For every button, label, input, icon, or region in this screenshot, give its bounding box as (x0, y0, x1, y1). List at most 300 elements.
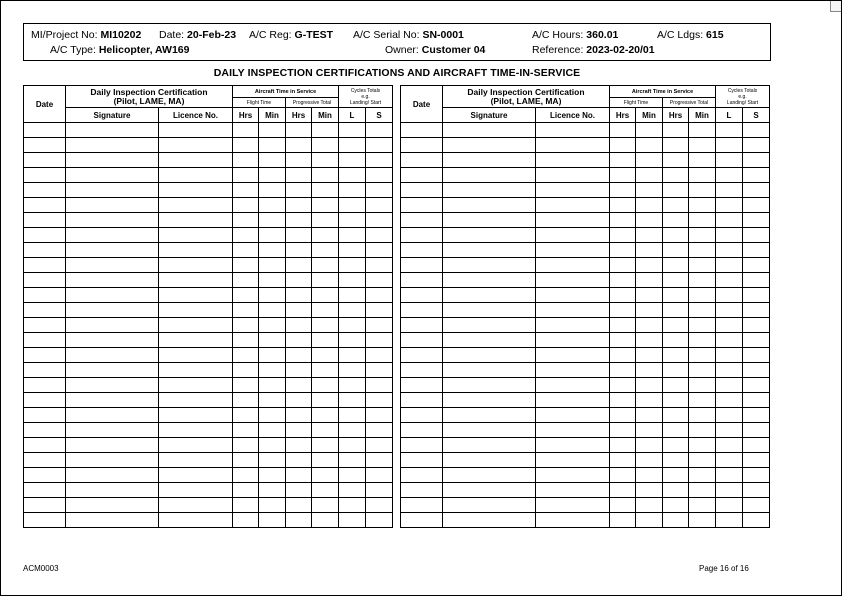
date-cell (24, 423, 66, 438)
landings-cell (339, 258, 366, 273)
signature-cell (66, 258, 159, 273)
total-min-cell (312, 258, 339, 273)
starts-header: S (743, 108, 770, 123)
total-hrs-cell (663, 153, 689, 168)
starts-cell (743, 453, 770, 468)
starts-cell (743, 288, 770, 303)
table-row (24, 513, 393, 528)
table-row (24, 438, 393, 453)
flight-min-cell (636, 393, 663, 408)
table-row (401, 243, 770, 258)
table-row (24, 123, 393, 138)
flight-hrs-cell (610, 303, 636, 318)
date-cell (24, 273, 66, 288)
licence-cell (536, 483, 610, 498)
total-hrs-cell (663, 378, 689, 393)
table-row (24, 363, 393, 378)
flight-min-cell (636, 243, 663, 258)
landings-cell (716, 498, 743, 513)
signature-cell (443, 153, 536, 168)
total-hrs-cell (663, 258, 689, 273)
starts-cell (743, 348, 770, 363)
flight-hrs-cell (233, 213, 259, 228)
flight-min-cell (259, 243, 286, 258)
flight-hrs-cell (233, 198, 259, 213)
total-hrs-cell (286, 303, 312, 318)
signature-cell (443, 423, 536, 438)
landings-cell (716, 483, 743, 498)
signature-cell (443, 363, 536, 378)
landings-cell (716, 393, 743, 408)
table-row (401, 288, 770, 303)
total-min-cell (312, 213, 339, 228)
total-hrs-cell (663, 423, 689, 438)
table-row (401, 303, 770, 318)
total-hrs-cell (286, 378, 312, 393)
licence-cell (159, 453, 233, 468)
total-min-cell (312, 423, 339, 438)
total-hrs-cell (663, 228, 689, 243)
date-cell (24, 153, 66, 168)
licence-cell (536, 123, 610, 138)
licence-cell (159, 498, 233, 513)
total-min-header: Min (689, 108, 716, 123)
date-cell (24, 228, 66, 243)
licence-cell (536, 168, 610, 183)
flight-hrs-cell (233, 378, 259, 393)
landings-header: L (716, 108, 743, 123)
progressive-total-header: Progressive Total (286, 98, 339, 108)
table-row (24, 318, 393, 333)
landings-cell (716, 198, 743, 213)
signature-column-header: Signature (443, 108, 536, 123)
total-min-cell (689, 198, 716, 213)
table-row (401, 453, 770, 468)
total-hrs-cell (286, 198, 312, 213)
starts-cell (366, 138, 393, 153)
flight-hrs-cell (610, 468, 636, 483)
flight-min-cell (259, 423, 286, 438)
inspection-log-table-left (23, 85, 393, 528)
flight-hrs-cell (610, 513, 636, 528)
total-min-cell (312, 168, 339, 183)
total-min-cell (689, 393, 716, 408)
total-hrs-cell (286, 288, 312, 303)
total-min-cell (312, 288, 339, 303)
table-row (401, 258, 770, 273)
flight-hrs-cell (233, 393, 259, 408)
starts-cell (743, 153, 770, 168)
total-hrs-cell (663, 483, 689, 498)
flight-hrs-cell (610, 213, 636, 228)
landings-cell (716, 333, 743, 348)
licence-cell (536, 198, 610, 213)
date-cell (24, 138, 66, 153)
flight-min-cell (259, 348, 286, 363)
total-min-cell (312, 483, 339, 498)
total-min-cell (689, 138, 716, 153)
landings-cell (716, 288, 743, 303)
flight-hrs-cell (610, 198, 636, 213)
starts-cell (743, 198, 770, 213)
flight-min-cell (259, 273, 286, 288)
date-cell (24, 258, 66, 273)
flight-min-cell (636, 453, 663, 468)
total-min-cell (312, 468, 339, 483)
signature-cell (66, 198, 159, 213)
date-column-header: Date (401, 86, 443, 123)
date-cell (24, 378, 66, 393)
licence-cell (159, 468, 233, 483)
total-hrs-cell (663, 318, 689, 333)
flight-hrs-cell (610, 258, 636, 273)
flight-hrs-cell (233, 123, 259, 138)
starts-cell (366, 513, 393, 528)
flight-hrs-cell (610, 138, 636, 153)
flight-hrs-cell (233, 183, 259, 198)
flight-min-cell (259, 513, 286, 528)
date-cell (401, 483, 443, 498)
licence-cell (536, 348, 610, 363)
flight-hrs-cell (610, 378, 636, 393)
flight-min-cell (259, 138, 286, 153)
date-cell (401, 228, 443, 243)
total-min-cell (312, 198, 339, 213)
starts-cell (743, 303, 770, 318)
date-cell (401, 198, 443, 213)
flight-hrs-cell (233, 498, 259, 513)
flight-hrs-cell (610, 363, 636, 378)
starts-cell (366, 258, 393, 273)
licence-cell (536, 378, 610, 393)
total-hrs-cell (286, 408, 312, 423)
date-cell (24, 198, 66, 213)
total-hrs-cell (286, 363, 312, 378)
total-min-cell (689, 123, 716, 138)
date-column-header: Date (24, 86, 66, 123)
total-min-cell (312, 363, 339, 378)
flight-hrs-cell (610, 183, 636, 198)
flight-hrs-cell (233, 138, 259, 153)
total-min-cell (689, 483, 716, 498)
flight-min-cell (636, 498, 663, 513)
landings-cell (716, 318, 743, 333)
signature-cell (66, 408, 159, 423)
table-row (24, 213, 393, 228)
flight-min-cell (636, 198, 663, 213)
licence-cell (536, 273, 610, 288)
table-row (24, 483, 393, 498)
total-min-cell (689, 183, 716, 198)
total-min-cell (312, 333, 339, 348)
flight-hrs-cell (610, 453, 636, 468)
flight-min-header: Min (259, 108, 286, 123)
licence-cell (536, 183, 610, 198)
table-row (401, 423, 770, 438)
licence-cell (536, 153, 610, 168)
project-number-field: MI/Project No: MI10202 (31, 29, 142, 41)
time-in-service-header: Aircraft Time in Service (233, 86, 339, 98)
total-hrs-cell (663, 138, 689, 153)
landings-cell (339, 243, 366, 258)
licence-cell (536, 393, 610, 408)
progressive-total-header: Progressive Total (663, 98, 716, 108)
licence-cell (159, 333, 233, 348)
total-min-header: Min (312, 108, 339, 123)
landings-cell (339, 288, 366, 303)
total-min-cell (689, 423, 716, 438)
starts-cell (366, 123, 393, 138)
signature-cell (66, 423, 159, 438)
signature-cell (443, 408, 536, 423)
flight-min-cell (636, 423, 663, 438)
time-in-service-header: Aircraft Time in Service (610, 86, 716, 98)
total-hrs-cell (286, 438, 312, 453)
signature-cell (443, 318, 536, 333)
date-field: Date: 20-Feb-23 (159, 29, 237, 41)
flight-min-header: Min (636, 108, 663, 123)
date-cell (401, 258, 443, 273)
licence-cell (159, 228, 233, 243)
starts-cell (743, 213, 770, 228)
date-cell (24, 483, 66, 498)
landings-cell (339, 303, 366, 318)
starts-cell (366, 363, 393, 378)
total-hrs-cell (286, 273, 312, 288)
licence-cell (159, 258, 233, 273)
flight-min-cell (636, 438, 663, 453)
signature-cell (66, 228, 159, 243)
licence-cell (159, 483, 233, 498)
signature-cell (443, 213, 536, 228)
date-cell (401, 138, 443, 153)
licence-cell (159, 153, 233, 168)
flight-hrs-cell (233, 483, 259, 498)
total-hrs-cell (286, 333, 312, 348)
flight-min-cell (636, 138, 663, 153)
starts-cell (366, 183, 393, 198)
total-min-cell (312, 513, 339, 528)
licence-cell (159, 183, 233, 198)
total-min-cell (689, 213, 716, 228)
certification-column-header: Daily Inspection Certification (Pilot, LAME, MA) (66, 86, 233, 108)
starts-cell (366, 153, 393, 168)
table-row (24, 288, 393, 303)
date-cell (401, 273, 443, 288)
date-cell (24, 123, 66, 138)
table-row (24, 228, 393, 243)
date-cell (401, 183, 443, 198)
inspection-log-table-right (400, 85, 770, 528)
date-cell (401, 453, 443, 468)
form-title: DAILY INSPECTION CERTIFICATIONS AND AIRCRAFT TIME-IN-SERVICE (213, 67, 581, 79)
date-cell (24, 363, 66, 378)
total-min-cell (312, 438, 339, 453)
flight-min-cell (636, 153, 663, 168)
signature-cell (66, 273, 159, 288)
landings-cell (339, 153, 366, 168)
flight-min-cell (259, 468, 286, 483)
flight-hrs-cell (233, 288, 259, 303)
starts-cell (366, 408, 393, 423)
landings-cell (716, 303, 743, 318)
date-cell (401, 153, 443, 168)
signature-cell (443, 453, 536, 468)
table-row (401, 363, 770, 378)
page-number: Page 16 of 16 (699, 564, 749, 573)
date-cell (24, 513, 66, 528)
date-cell (401, 333, 443, 348)
flight-hrs-cell (610, 153, 636, 168)
flight-min-cell (636, 228, 663, 243)
starts-cell (743, 123, 770, 138)
table-row (24, 273, 393, 288)
licence-cell (536, 408, 610, 423)
aircraft-landings-field: A/C Ldgs: 615 (657, 29, 724, 41)
flight-hrs-cell (233, 168, 259, 183)
date-cell (401, 513, 443, 528)
total-min-cell (689, 258, 716, 273)
total-min-cell (689, 273, 716, 288)
table-row (24, 168, 393, 183)
flight-min-cell (636, 348, 663, 363)
table-row (401, 168, 770, 183)
starts-cell (743, 363, 770, 378)
flight-hrs-cell (610, 228, 636, 243)
date-cell (24, 213, 66, 228)
flight-min-cell (259, 318, 286, 333)
licence-cell (159, 408, 233, 423)
starts-cell (743, 318, 770, 333)
flight-hrs-cell (233, 273, 259, 288)
flight-min-cell (636, 273, 663, 288)
flight-hrs-cell (610, 168, 636, 183)
total-min-cell (689, 243, 716, 258)
flight-min-cell (636, 513, 663, 528)
flight-min-cell (636, 213, 663, 228)
registration-field: A/C Reg: G-TEST (249, 29, 334, 41)
total-min-cell (312, 318, 339, 333)
total-hrs-cell (286, 453, 312, 468)
starts-cell (743, 168, 770, 183)
table-row (401, 213, 770, 228)
table-row (24, 453, 393, 468)
licence-cell (536, 138, 610, 153)
total-hrs-cell (663, 348, 689, 363)
starts-cell (743, 393, 770, 408)
landings-cell (716, 153, 743, 168)
table-row (401, 123, 770, 138)
flight-min-cell (636, 258, 663, 273)
signature-cell (443, 258, 536, 273)
starts-cell (366, 438, 393, 453)
flight-min-cell (636, 468, 663, 483)
licence-cell (159, 363, 233, 378)
signature-cell (66, 288, 159, 303)
licence-cell (536, 468, 610, 483)
landings-cell (716, 513, 743, 528)
signature-cell (66, 513, 159, 528)
flight-hrs-cell (233, 243, 259, 258)
starts-cell (366, 393, 393, 408)
total-hrs-cell (663, 288, 689, 303)
signature-cell (443, 393, 536, 408)
flight-min-cell (636, 483, 663, 498)
flight-hrs-cell (233, 468, 259, 483)
flight-min-cell (259, 438, 286, 453)
signature-cell (66, 363, 159, 378)
total-hrs-cell (286, 153, 312, 168)
total-min-cell (312, 498, 339, 513)
date-cell (24, 498, 66, 513)
flight-hrs-cell (233, 348, 259, 363)
landings-cell (716, 408, 743, 423)
table-row (401, 378, 770, 393)
flight-hrs-cell (233, 438, 259, 453)
date-cell (24, 318, 66, 333)
landings-cell (716, 468, 743, 483)
total-min-cell (312, 123, 339, 138)
flight-min-cell (259, 333, 286, 348)
landings-header: L (339, 108, 366, 123)
landings-cell (716, 453, 743, 468)
date-cell (24, 303, 66, 318)
licence-cell (159, 423, 233, 438)
licence-cell (159, 393, 233, 408)
licence-cell (159, 138, 233, 153)
total-min-cell (689, 348, 716, 363)
starts-cell (366, 318, 393, 333)
owner-field: Owner: Customer 04 (385, 44, 486, 56)
table-row (24, 378, 393, 393)
signature-cell (443, 438, 536, 453)
total-min-cell (689, 303, 716, 318)
reference-field: Reference: 2023-02-20/01 (532, 44, 655, 56)
licence-cell (159, 318, 233, 333)
landings-cell (339, 138, 366, 153)
licence-cell (159, 378, 233, 393)
starts-cell (743, 183, 770, 198)
starts-cell (366, 303, 393, 318)
starts-cell (366, 348, 393, 363)
landings-cell (339, 363, 366, 378)
date-cell (401, 423, 443, 438)
total-hrs-cell (286, 348, 312, 363)
starts-cell (743, 378, 770, 393)
signature-cell (443, 498, 536, 513)
date-cell (401, 438, 443, 453)
licence-cell (159, 348, 233, 363)
certification-column-header: Daily Inspection Certification (Pilot, LAME, MA) (443, 86, 610, 108)
date-cell (401, 378, 443, 393)
flight-min-cell (259, 393, 286, 408)
table-row (401, 348, 770, 363)
signature-cell (443, 273, 536, 288)
landings-cell (339, 333, 366, 348)
total-min-cell (312, 393, 339, 408)
landings-cell (716, 138, 743, 153)
landings-cell (716, 258, 743, 273)
date-cell (401, 318, 443, 333)
date-cell (401, 213, 443, 228)
total-min-cell (689, 168, 716, 183)
date-cell (24, 468, 66, 483)
table-row (401, 408, 770, 423)
starts-cell (366, 273, 393, 288)
total-hrs-cell (663, 243, 689, 258)
landings-cell (339, 438, 366, 453)
licence-cell (536, 333, 610, 348)
